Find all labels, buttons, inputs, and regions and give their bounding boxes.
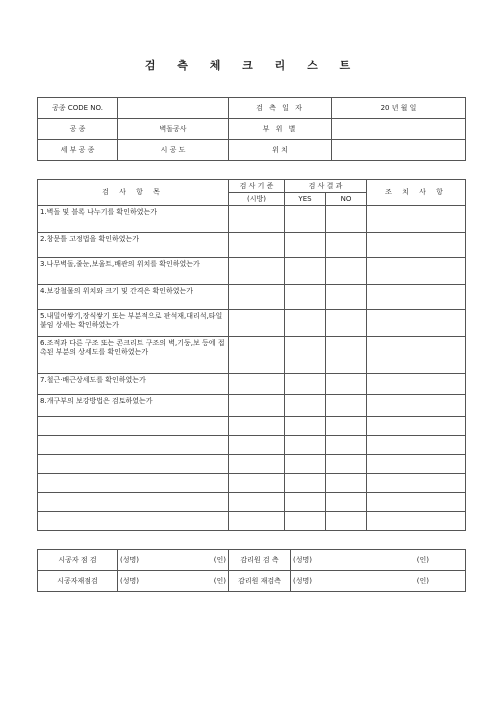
- standard-cell[interactable]: [229, 258, 285, 285]
- standard-cell[interactable]: [229, 436, 285, 455]
- standard-cell[interactable]: [229, 206, 285, 233]
- yes-cell[interactable]: [285, 493, 326, 512]
- standard-cell[interactable]: [229, 474, 285, 493]
- checklist-row: [38, 337, 466, 374]
- action-cell[interactable]: [367, 395, 466, 417]
- checklist-item-text: [38, 474, 229, 493]
- seal-label: (인): [416, 555, 429, 564]
- action-cell[interactable]: [367, 417, 466, 436]
- name-label: (성명): [120, 576, 139, 585]
- checklist-item-text: 5.내밀어쌓기,장식쌓기 또는 부분적으로 판석재,대리석,타일붙임 상세는 확인하였는가: [38, 310, 229, 337]
- yes-cell[interactable]: [285, 417, 326, 436]
- checklist-row: [38, 285, 466, 310]
- checklist-row: [38, 395, 466, 417]
- seal-label: (인): [213, 555, 226, 564]
- checklist-table: [37, 179, 466, 531]
- signature-table: [37, 549, 466, 592]
- section-label: 부 위 별: [229, 119, 332, 140]
- standard-cell[interactable]: [229, 310, 285, 337]
- yes-header: YES: [285, 193, 326, 206]
- location-label: 위 치: [229, 140, 332, 161]
- checklist-item-text: 1.벽돌 및 블록 나누기를 확인하였는가: [38, 206, 229, 233]
- supervisor-recheck-label: 감리원 재검측: [229, 571, 291, 592]
- standard-cell[interactable]: [229, 512, 285, 531]
- checklist-row: [38, 310, 466, 337]
- action-cell[interactable]: [367, 258, 466, 285]
- action-cell[interactable]: [367, 233, 466, 258]
- action-cell[interactable]: [367, 374, 466, 395]
- checklist-item-text: [38, 512, 229, 531]
- action-cell[interactable]: [367, 206, 466, 233]
- yes-cell[interactable]: [285, 455, 326, 474]
- work-type-field[interactable]: 벽돌공사: [118, 119, 229, 140]
- yes-cell[interactable]: [285, 474, 326, 493]
- checklist-row: [38, 206, 466, 233]
- sub-work-label: 세 부 공 종: [38, 140, 118, 161]
- no-cell[interactable]: [326, 337, 367, 374]
- action-cell[interactable]: [367, 493, 466, 512]
- no-cell[interactable]: [326, 493, 367, 512]
- contractor-check-label: 시공자 점 검: [38, 550, 118, 571]
- checklist-item-text: [38, 455, 229, 474]
- no-cell[interactable]: [326, 285, 367, 310]
- checklist-row: [38, 417, 466, 436]
- action-cell[interactable]: [367, 310, 466, 337]
- checklist-row: [38, 455, 466, 474]
- no-cell[interactable]: [326, 374, 367, 395]
- action-cell[interactable]: [367, 455, 466, 474]
- standard-header: 검 사 기 준: [229, 180, 285, 193]
- supervisor-check-signature[interactable]: [291, 550, 466, 571]
- checklist-row: [38, 512, 466, 531]
- standard-cell[interactable]: [229, 455, 285, 474]
- no-cell[interactable]: [326, 455, 367, 474]
- yes-cell[interactable]: [285, 310, 326, 337]
- action-cell[interactable]: [367, 436, 466, 455]
- code-field[interactable]: [118, 98, 229, 119]
- name-label: (성명): [293, 576, 312, 585]
- yes-cell[interactable]: [285, 395, 326, 417]
- contractor-recheck-signature[interactable]: [118, 571, 229, 592]
- checklist-row: [38, 436, 466, 455]
- result-header: 검 사 결 과: [285, 180, 367, 193]
- no-header: NO: [326, 193, 367, 206]
- checklist-item-text: 7.철근·배근상세도를 확인하였는가: [38, 374, 229, 395]
- yes-cell[interactable]: [285, 436, 326, 455]
- supervisor-check-label: 감리원 검 측: [229, 550, 291, 571]
- seal-label: (인): [416, 576, 429, 585]
- standard-cell[interactable]: [229, 285, 285, 310]
- checklist-item-text: 4.보강철물의 위치와 크기 및 간격은 확인하였는가: [38, 285, 229, 310]
- standard-cell[interactable]: [229, 337, 285, 374]
- action-cell[interactable]: [367, 285, 466, 310]
- checklist-row: [38, 374, 466, 395]
- work-type-label: 공 종: [38, 119, 118, 140]
- action-cell[interactable]: [367, 337, 466, 374]
- no-cell[interactable]: [326, 233, 367, 258]
- no-cell[interactable]: [326, 512, 367, 531]
- date-label: 검 측 일 자: [229, 98, 332, 119]
- yes-cell[interactable]: [285, 258, 326, 285]
- yes-cell[interactable]: [285, 206, 326, 233]
- yes-cell[interactable]: [285, 374, 326, 395]
- yes-cell[interactable]: [285, 285, 326, 310]
- standard-cell[interactable]: [229, 233, 285, 258]
- standard-cell[interactable]: [229, 493, 285, 512]
- checklist-row: [38, 474, 466, 493]
- info-table: [37, 97, 466, 161]
- item-header: 검 사 항 목: [38, 180, 229, 206]
- date-field[interactable]: 20 년 월 일: [332, 98, 466, 119]
- yes-cell[interactable]: [285, 233, 326, 258]
- name-label: (성명): [120, 555, 139, 564]
- checklist-item-text: [38, 417, 229, 436]
- name-label: (성명): [293, 555, 312, 564]
- checklist-item-text: [38, 493, 229, 512]
- seal-label: (인): [213, 576, 226, 585]
- standard-cell[interactable]: [229, 395, 285, 417]
- location-field[interactable]: [332, 140, 466, 161]
- yes-cell[interactable]: [285, 337, 326, 374]
- no-cell[interactable]: [326, 206, 367, 233]
- section-field[interactable]: [332, 119, 466, 140]
- contractor-check-signature[interactable]: [118, 550, 229, 571]
- standard-cell[interactable]: [229, 417, 285, 436]
- sub-work-field[interactable]: 시 공 도: [118, 140, 229, 161]
- checklist-item-text: 2.창문틀 고정법을 확인하였는가: [38, 233, 229, 258]
- standard-cell[interactable]: [229, 374, 285, 395]
- checklist-row: [38, 233, 466, 258]
- checklist-item-text: 3.나무벽돌,줄눈,보울트,배관의 위치를 확인하였는가: [38, 258, 229, 285]
- checklist-row: [38, 258, 466, 285]
- page-title: 검 측 체 크 리 스 트: [144, 59, 360, 72]
- supervisor-recheck-signature[interactable]: [291, 571, 466, 592]
- no-cell[interactable]: [326, 474, 367, 493]
- checklist-body: [38, 206, 466, 531]
- checklist-row: [38, 493, 466, 512]
- no-cell[interactable]: [326, 310, 367, 337]
- checklist-item-text: 6.조적과 다른 구조 또는 콘크리트 구조의 벽,기둥,보 등에 접촉된 부분의 상세도를 확인하였는가: [38, 337, 229, 374]
- checklist-item-text: 8.개구부의 보강방법은 검토하였는가: [38, 395, 229, 417]
- yes-cell[interactable]: [285, 512, 326, 531]
- action-cell[interactable]: [367, 512, 466, 531]
- action-cell[interactable]: [367, 474, 466, 493]
- code-label: 공종 CODE NO.: [38, 98, 118, 119]
- no-cell[interactable]: [326, 436, 367, 455]
- no-cell[interactable]: [326, 258, 367, 285]
- standard-sub-header: (시방): [229, 193, 285, 206]
- checklist-item-text: [38, 436, 229, 455]
- no-cell[interactable]: [326, 417, 367, 436]
- no-cell[interactable]: [326, 395, 367, 417]
- contractor-recheck-label: 시공자재점검: [38, 571, 118, 592]
- action-header: 조 치 사 항: [367, 180, 466, 206]
